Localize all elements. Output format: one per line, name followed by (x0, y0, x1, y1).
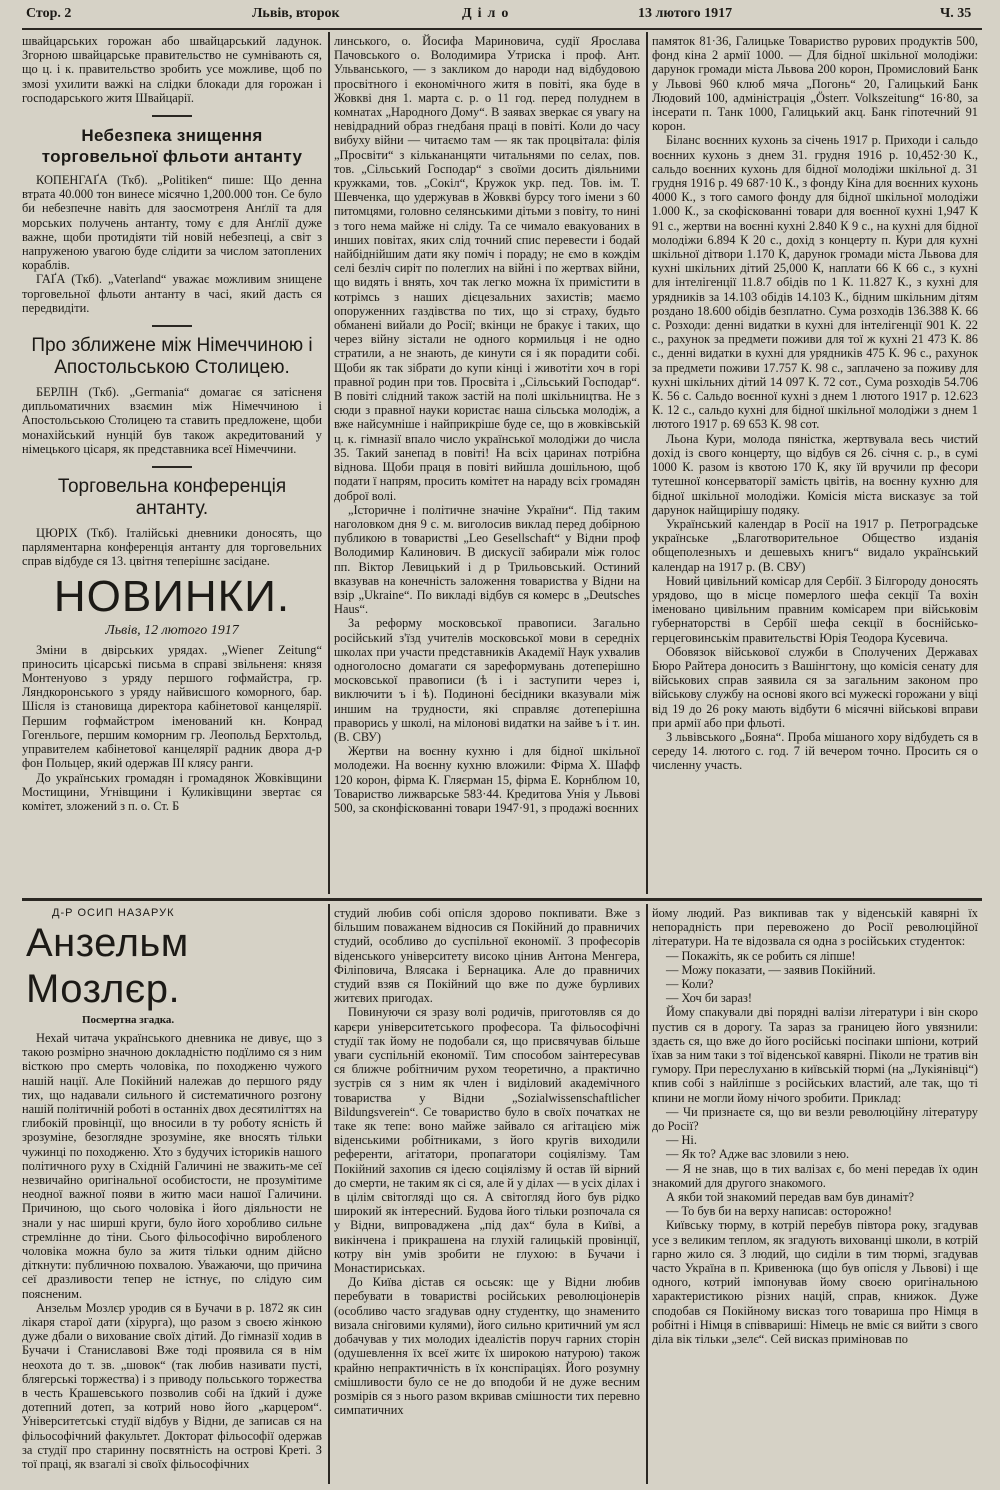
issue-number: Ч. 35 (940, 6, 972, 21)
article-zurich: ЦЮРІХ (Ткб). Італійські дневники доносять, що парляментарна конференція антанту для торговельних справ відбуде ся 13. цвітня теперішнє засідане. (22, 526, 322, 569)
essay-paragraph: Повинуючи ся зразу волі родичів, приготовляв ся до карєри університетського професора. Та фільософічні студії так йому не подобали ся, що присвячував більше уваги суспільній економії. Тим способом заінтересував ся ближче робітничим рухом теоретично, а практично зустрів ся з ним як член і виділовий академічного товариства у Відни „Sozialwissenschaftlicher Bildungsverein“. Се товариство було в своїх початках не таке як тепе: воно майже зайвало ся агітацією між віденськими робітниками, з його кругів виходили референти, агітатори, пропагатори соціялізму. Там Покійний захопив ся ідеєю соціялізму й остав їй вірний до смерти, не таким як сі ся, але й у ділах — в усіх ділах і в цілім світогляді що ся. А світогляд його був рідко широкий як інтересний. Будова його тільки розпочала ся у Відни, випроваджена „під дах“ була в Київі, а викінчена і прикрашена на глухій галицькій провінції, котру він умів зробити не глухою: в Бучачи і Монастириськах. (334, 1005, 640, 1276)
column-rule-2 (646, 32, 648, 894)
place-day: Львів, второк (252, 6, 340, 21)
essay-paragraph: Йому спакували дві порядні валізи літератури і він скоро пустив ся в дорогу. Та зараз за границею його увязнили: здаєть ся, що вже до його російські посіпаки шпіони, котрий їхав за ним таки з тої віденської кавярні. Піколи не тратив він гумору. При переслуханю в київській тюрмі (на „Лукіянівці“) кпив собі з найліпше з російських властий, але так, що ті кпини не могли йому нічого зробити. Приклад: (652, 1005, 978, 1105)
news-us-military: Обовязок військової служби в Сполучених Державах Бюро Райтера доносить з Вашінгтону, що комісія сенату для військових справ заявила ся за загальним законом про військову службу на основі якого всі мужескі горожани у віці від 19 до 26 року мають відбути 6 місячні військові вправи при армії або при фльоті. (652, 644, 978, 730)
essay-dialogue: — Я не знав, що в тих валізах є, бо мені передав їх один знакомий для другого знакомого. (652, 1161, 978, 1190)
news-donations: Жертви на воєнну кухню і для бідної шкільної молодежи. На воєнну кухню вложили: Фірма Х. Шафф 120 корон, фірма К. Гляєрман 15, фірма Е. Корнблюм 10, Товариство лижварське 583·44. Кредитова Унія у Львові 500, за сконфіскованні товари 1947·91, з продажі воєнних (334, 744, 640, 815)
essay-dialogue: — Хоч би зараз! (666, 991, 753, 1006)
zhovkva-appeal-cont: линського, о. Йосифа Мариновича, судії Ярослава Пачовського о. Володимира Утриска і проф. Ант. Ульванського, — з закликом до народи над відбудовою просвітного і економічного житя в повіті, яка буде в Жовкві дня 1. марта с. р. о 11 год. перед полуднем в комнатах „Народного Дому“. В заявах зверкає ся увагу на невідрадний образ гнедбаня праці в повіті. Коли до часу вибуху війни — читаємо там — як так процвітала: філія „Просвіти“ з кількананцяти читальнями по селах, пов. тов. „Сільський Господар“ з своїми досить діяльними кружками, тов. „Сокіл“, Кружок укр. пед. Тов. ім. Т. Шевченка, що удержував в Жовкві бурсу того імени з 60 питомцями, головно селянськими дітьми з повіту, то нині з того нема майже ні сліду. Та се чимало евакуованих в инших повітах, яких слід точний спис перевести і бодай найбіднійшим дати яку поміч і пораду; не ємо в кождім селі безліч сиріт по полеглих на війні і по жертвах війни, що видять і внять, хоч так легко можна їх примістити в котрімсь з наших дієцезальних захистів; маємо опоруженних газдівства по тих, що зі страху, будьто обманені вийали до Росії; вкінци не бракує і таких, що через війну зістали не одного кормильця і не одно стратили, а не знають, де кинути ся і як порадити собі. Щоби як так зібрати до купи кінці і животіти хоч в горі правної родин при тов. Просвіта і „Сільський Господар“. В повіті слідний також застій на полі шкільництва. Не з сюди з правної науки користає наша сільська молодіж, а вже найсумніше і найприкріше буде се, що в жовківській ц. к. гімназії впало число української молодіжи до числа 35. Такий занепад в повіті! На всіх царинах потрібна відновa. Щоби праця в повіті вийшла дошільною, щоб подати ї напрям, просить комітет на нараду всіх громадян доброї волі. (334, 34, 640, 503)
separator (152, 325, 192, 327)
news-ukraine-lecture: „Історичне і політичне значіне України“. Під таким наголовком дня 9 с. м. виголосив виклад перед добірною публикою в товаристві „Leo Gesellschaft“ у Відни проф Володимир Калинович. В дискусії забирали між голос пп. Віктор Левицький і д р Трильовський. Остиний вказував на конечність заложення товариства у Відни на взір „Ukraine“. По викладі відбув ся комерс в „Deutsches Haus“. (334, 502, 640, 617)
paper-title: Діло (462, 6, 515, 21)
essay-dialogue: — Покажіть, як се робить ся ліпше! (666, 948, 856, 963)
news-serbia-commissar: Новий цивільний комісар для Сербії. З Білгороду доносять урядово, що в місце померлого шефа секції Та вохін іменовано цивільним правним комісарем при військовім губернаторстві в Сербії шефа секції в боснійсько-герцеговинськім правительстві Юрія Теодора Кусевича. (652, 573, 978, 645)
essay-dialogue: — То був би на верху написав: осторожно! (666, 1204, 892, 1219)
essay-column-rule-2 (646, 904, 648, 1484)
essay-paragraph: Київську тюрму, в котрій перебув півтора року, згадував усе з великим теплом, як згадують вихованці школи, в котрій гарно жило ся. З людий, що сиділи в тим тюрмі, згадував часто Україна в п. Кривенюка (що був опісля у Львові) і ще одного, котрий імпонував йому своєю оригінальною характеристикою різних націй, справ, книжок. Дуже сподобав ся Покійному висказ того товариша про Німця в робітні і Німця в співвариші: Німець не вміє ся вийти з свого діла вік тільки „зелє“. Сей висказ приміновав по (652, 1218, 978, 1347)
news-calendar-russia: Український календар в Росії на 1917 р. Петроградське українське „Благотворительное Общество изданія общеполезныхъ и дешевыхъ книгъ“ видало український календар на 1917 р. (В. СВУ) (652, 516, 978, 574)
headline-trade-conference: Торговельна конференція антанту. (57, 476, 287, 520)
feature-divider (22, 898, 982, 901)
column-rule-1 (328, 32, 330, 894)
page-number: Стор. 2 (26, 6, 72, 21)
news-orthography-reform: За реформу московської правописи. Загально російський з'їзд учителів московської мови в середніх школах при участи представників Академії Наук ухвалив одноголосно домагати ся зареформувань дотеперішно московської правописи (ѣ і і заступити через і, виключити ъ і ѣ). Подиноні бесідники вказували між иншим на трудности, які справляє дотеперішна праворись у школі, на мілонові видатки на зайве ъ і т. ин. (В. СВУ) (334, 616, 640, 744)
essay-paragraph: студий любив собі опісля здорово покпивати. Вже з більшим поважанем відносив ся Покійний до правничих студий, особливо до суспільної економії. З професорів віденського університету високо цінив Антона Менгера, Філіповича, Влясака і Бернацика. Але до правничих студий взяв ся Покійний що вже по дуже бурливих житєвих пригодах. (334, 906, 640, 1006)
news-dateline: Львів, 12 лютого 1917 (105, 622, 239, 638)
essay-dialogue: — Можу показати, — заявив Покійний. (666, 962, 876, 977)
essay-dialogue: — Чи признаєте ся, що ви везли революційну літературу до Росії? (652, 1104, 978, 1134)
essay-paragraph: Нехай читача українського дневника не дивує, що з такою розмірно значною докладністю подїлимо ся з ним вісткою про смерть чоловіка, по походженю чужого нашій нації. Але Покійний належав до першого ряду тих, що надавали сильного й систематичного розгону нашій політичній роботі в останніх двох десятиліттях на глибокій провінції, що вносили в ту роботу ясність й зрозуміне, безоглядне зрозуміне, яке вносять тільки чужинці по походженю. Хто з будучих істориків нашого політичного руху в Східній Галичині не зважить-ме сеї незвичайно оригінальної особистости, не прозумітиме неодної важної появи в житю маси нашої Галичини. Причиною, що сього чоловіка і його діяльности не знали у нас ширші круги, було його хоробливо сильне стремлінне до тіни. Сього фільософічно виробленого чоловіка можна було за житя тільки одним дійсно діткнути: публичною похвалою. Уважаючи, що причина сеї дразливости тепер не істнує, по слідую сим поясненим. (22, 1031, 322, 1301)
column-2 (334, 34, 640, 894)
essay-dialogue: А якби той знакомий передав вам був динаміт? (666, 1190, 915, 1205)
issue-date: 13 лютого 1917 (638, 6, 733, 21)
essay-column-3 (652, 906, 978, 1484)
news-kitchen-balance: Біланс воєнних кухонь за січень 1917 р. Приходи і сальдо воєнних кухонь з днем 31. грудня 1916 р. 10,452·30 К., сальдо воєнних кухонь для бідної молодіжи шкільної д. 31 грудня 1916 р. 49 687·10 К., з фонду Кіна для воєнних кухонь 4000 К., з того самого фонду для бідної шкільної молодіжи 1.000 К., за скофіскованні товари для воєнної кухні 1,947 К 91 с., жертви на воєнні кухні 2.840 К 9 с., на кухні для бідної молодіжи 6.894 К 20 с., дохід з концерту п. Кури для кухні шкільної дітвори 1.170 К, дарунок громади міста Львова для кухні шкільних дітий 25,000 К, наплати 66 К 66 с., з кухні для інтелігенції 11.8.7 обідів по 1 К. 11.827 К., з кухні для урядників за 14.103 обідів 14.103 К., бідним шкільним дітям роздано 18.600 обідів безплатно. Сума розходів 136.388 К. 66 с. Розходи: денні видатки в кухні для інтелігенції 901 К. 22 с., рахунок за предмети поживи для тої ж кухні 21 473 К. 86 с., денні видатки в кухні для урядників 475 К. 96 с., рахунок за предмети поживи 17.757 К. 98 с., заплачено за поживу для кухні шкільних дітий 14 097 К. 72 сот., Сума розходів 54.706 К. 56 с. Сальдо воєнної кухні з днем 1 лютого 1917 р. 12.623 К. 12 с., сальдо кухні для бідної шкільної молодіжи з днем 1 лютого 1917 р. 69 653 К. 98 сот. (652, 133, 978, 432)
essay-subtitle: Посмертна згадка. (82, 1014, 175, 1026)
column-3 (652, 34, 978, 894)
page-header (22, 4, 982, 26)
news-pianist-donation: Льона Кури, молода пяністка, жертвувала весь чистий дохід із свого концерту, що відбув ся 26. січня с. р., в сумі 1000 К. разом із квотою 170 К, яку їй вручили пр фесори тутешної консерваторії замість цвітів, на воєнну кухню для бідної шкільної молодіжи. Комісія міста висказує за той дарунок найщирішу подяку. (652, 431, 978, 517)
essay-paragraph: Анзельм Мозлєр уродив ся в Бучачи в р. 1872 як син лікаря старої дати (хірурга), що разом з своєю жінкою дуже дбали о вихование своїх дітий. До гімназії ходив в Бучачи і Станиславові Вже тоді проявила ся в нім неохота до т. зв. „шовок“ (так любив називати пусті, блягерські торжества) і з приводу польського торжества в честь Крашевського позволив собі на їдкий і дуже дотепний дотеп, за котрий ново його „карцером“. Університетські студії відбув у Відни, де записав ся на фільософічний факультет. Докторат фільософії одержав за студії про старинну посвятність на острові Креті. З тої праці, як взагалі зі своїх фільософічних (22, 1300, 322, 1472)
news-section-title: НОВИНКИ. (53, 571, 291, 621)
headline-vatican: Про зближене між Німеччиною і Апостольською Столицею. (31, 335, 313, 379)
essay-dialogue: — Коли? (666, 977, 714, 992)
separator (152, 466, 192, 468)
article-hague: ГАҐА (Ткб). „Vaterland“ уважає можливим знищене торговельної фльоти антанту в часі, який дасть ся передвидіти. (22, 272, 322, 315)
news-boyan-choir: З львівського „Бояна“. Проба мішаного хору відбудеть ся в середу 14. лютого с. год. 7 ій вечером точно. Просить ся о численну участь. (652, 729, 978, 773)
separator (152, 115, 192, 117)
essay-title: Анзельм Мозлєр. (26, 921, 189, 1011)
headline-fleet: Небезпека знищення торговельної фльоти антанту (41, 126, 303, 167)
donations-cont: памяток 81·36, Галицьке Товариство рурових продуктів 500, фонд кіна 2 армії 1000. — Для бідної шкільної молодіжи: дарунок громади міста Львова 200 корон, Промисловий Банк у Львові 960 клюб мяча „Погонь“ 20, Галицький Банк Людовий 100, адміністрація „Österr. Volkszeitung“ 16·80, за інсерати п. Танк 1000, Галицький акц. Банк гіпотечний 91 корон. (652, 34, 978, 134)
essay-author: Д-Р ОСИП НАЗАРУК (52, 907, 175, 919)
essay-paragraph: йому людий. Раз викпивав так у віденській кавярні їх непорадність при перевожено до Росії революційної літератури. На те відозвала ся одна з російських студенток: (652, 906, 978, 949)
intro-text: швайцарських горожан або швайцарський ладунок. Згорною швайцарське правительство не сумнівають ся, що ц. і к. правительство зробить усе можливе, щоб по змозі ухилити важкі на слідки блокади для горожан і господарського житя Швайцарії. (22, 34, 322, 105)
news-zhovkva-appeal: До українських громадян і громадянок Жовківщини Мостищини, Угнівщини і Куликівщини звертає ся комітет, зложений з п. о. Ст. Б (22, 770, 322, 813)
header-rule (22, 28, 982, 30)
essay-paragraph: До Київа дістав ся осьсяк: ще у Відни любив перебувати в товаристві російських революціонерів (особливо часто згадував одну студентку, що знаменито визала сніговими кулями), його сильно критичний ум ясл добачував у тих молодих ідеалістів поруч гарних сторін (одушевлення їх всеї житє їх широкою натурою) також крайню непрактичність в їх конспіраціях. Його розумну смішливости було се не до вподоби й не дуже весним розмірів ся з нього разом вкривав смішности тих перевно симпатичних (334, 1275, 640, 1418)
essay-column-rule-1 (328, 904, 330, 1484)
article-berlin: БЕРЛІН (Ткб). „Germania“ домагає ся затісненя дипльоматичних взаємин між Німеччиною і Апостольською Столицею та ставить предложене, щоби монахійський нунцій був також акредитований у німецького цісаря, як представника всеї Німеччини. (22, 385, 322, 456)
essay-dialogue: — Ні. (666, 1133, 697, 1148)
column-1 (22, 34, 322, 894)
article-copenhagen: КОПЕНГАҐА (Ткб). „Politiken“ пише: Що денна втрата 40.000 тон винесе місячно 1,200.000 тон. Се було би небезпечне навіть для заосмотреня Анґлії та для морських получень антанту, тому є для Анґлії дуже важне, щоби протидіяти тій новій небезпеці, а світ з напруженою увагою буде слідити за числом затоплених кораблів. (22, 173, 322, 273)
news-court-changes: Зміни в двірських урядах. „Wiener Zeitung“ приносить цісарські письма в справі звільненя: князя Монтенуово з уряду першого гофмайстра, гр. Ляндкоронського з уряду найвисшого коморного, бар. Шісля із становища директора кабінетової канцелярії. Першим гофмайстром іменований кн. Конрад Гогенльоге, першим коморним гр. Леопольд Берхтольд, управителем кабінетової канцелярії радник двора д-р фон Польцер, який одержав ІІІ клясу ранги. (22, 642, 322, 771)
essay-dialogue: — Як то? Адже вас зловили з нею. (666, 1147, 850, 1162)
essay-column-2 (334, 906, 640, 1484)
essay-column-1 (22, 906, 322, 1484)
